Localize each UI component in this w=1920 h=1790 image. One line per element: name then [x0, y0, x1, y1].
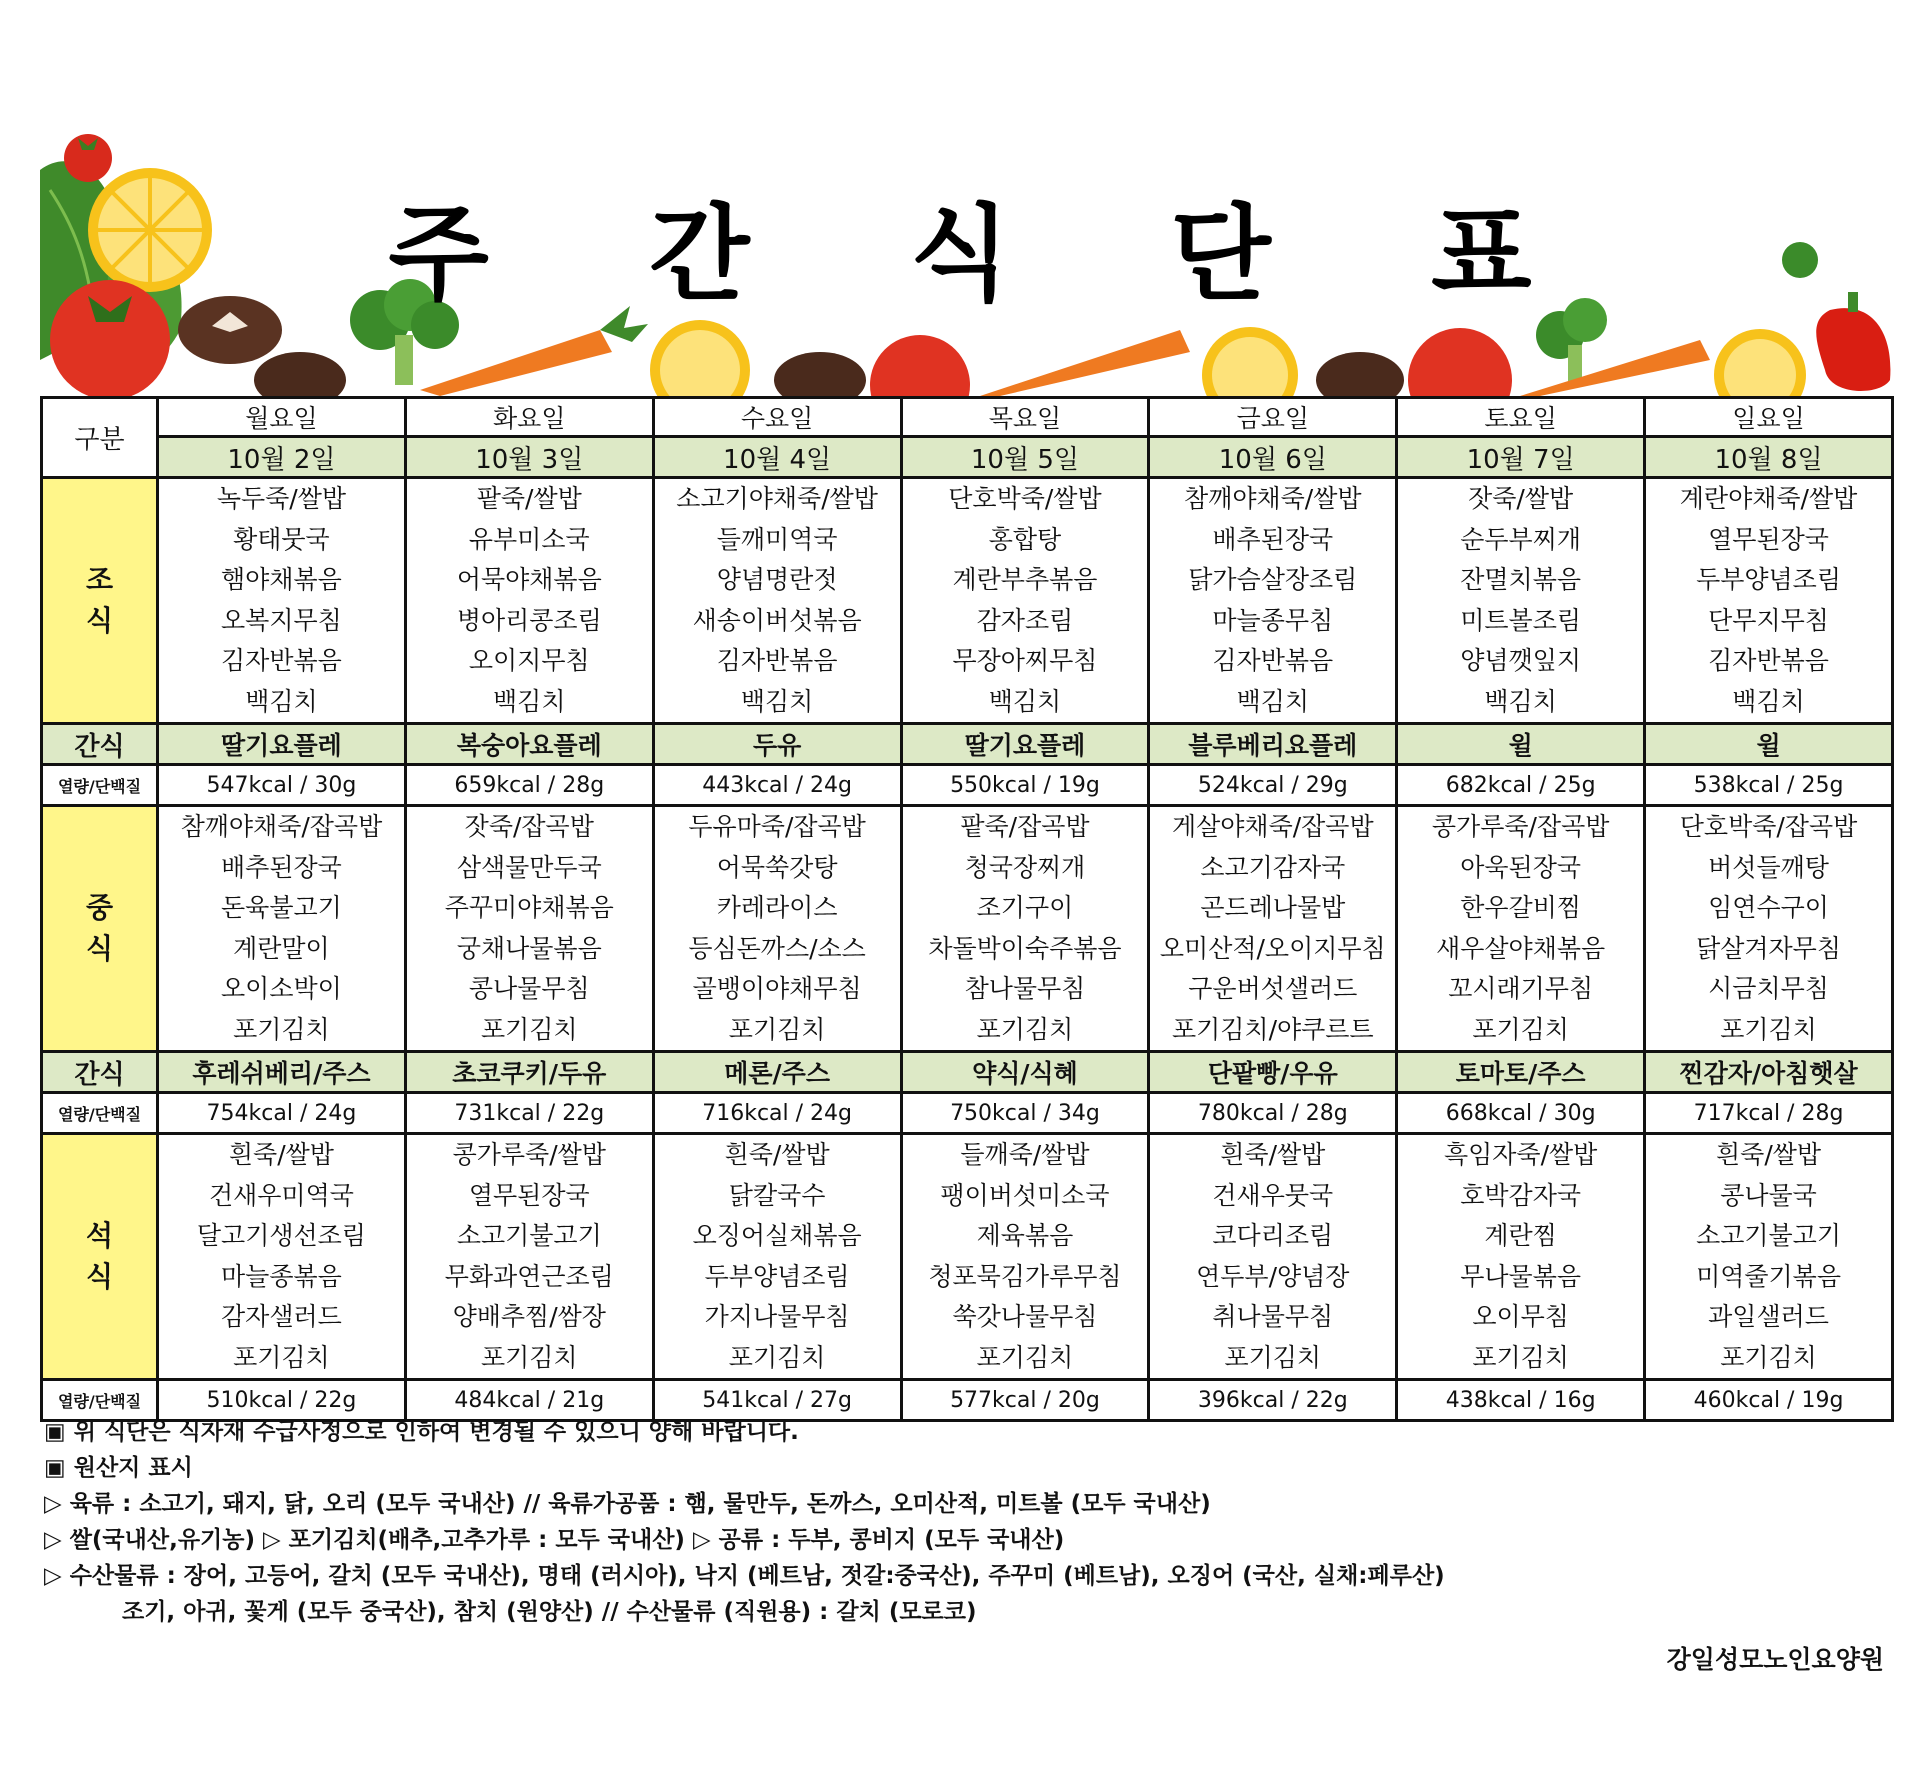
- lunch-menu-cell: [1645, 806, 1893, 1052]
- dish-item: 황태뭇국: [233, 524, 330, 554]
- note-line: ▷ 쌀(국내산,유기농) ▷ 포기김치(배추,고추가루 : 모두 국내산) ▷ 공류 : 두부, 콩비지 (모두 국내산): [44, 1527, 1065, 1553]
- breakfast-menu-cell: [1645, 478, 1893, 724]
- dish-item: 병아리콩조림: [456, 605, 602, 635]
- lunch-label-char: 식: [85, 931, 114, 965]
- breakfast-menu-cell: [1149, 478, 1397, 724]
- mushroom-icon: [774, 352, 866, 396]
- dish-item: 열무된장국: [468, 1180, 590, 1210]
- dish-item: 마늘종무침: [1212, 605, 1334, 635]
- dish-item: 포기김치: [1720, 1014, 1817, 1044]
- dish-item: 무나물볶음: [1460, 1261, 1582, 1291]
- dish-item: 게살야채죽/잡곡밥: [1171, 812, 1374, 841]
- dish-item: 새우살야채볶음: [1436, 933, 1606, 963]
- dish-item: 건새우뭇국: [1212, 1180, 1334, 1210]
- dish-item: 김자반볶음: [716, 646, 838, 675]
- date-row: [42, 437, 1893, 478]
- dinner-nutrition-cell: 577kcal / 20g: [901, 1380, 1149, 1421]
- dish-item: 연두부/양념장: [1196, 1261, 1350, 1291]
- dish-item: 포기김치: [1472, 1342, 1569, 1372]
- notes: [44, 1414, 1445, 1630]
- dish-item: 포기김치: [1472, 1014, 1569, 1044]
- note-line: ▷ 수산물류 : 장어, 고등어, 갈치 (모두 국내산), 명태 (러시아), 낙지 (베트남, 젓갈:중국산), 주꾸미 (베트남), 오징어 (국산, 실채:페루산): [44, 1563, 1445, 1589]
- dish-item: 콩가루죽/쌀밥: [452, 1140, 606, 1169]
- dish-item: 계란찜: [1484, 1221, 1557, 1250]
- breakfast-nutrition-label: 열량/단백질: [42, 765, 158, 806]
- dish-item: 포기김치: [728, 1342, 826, 1372]
- dish-item: 차돌박이숙주볶음: [928, 933, 1122, 963]
- lunch-nutrition-cell: 754kcal / 24g: [158, 1093, 406, 1134]
- breakfast-nutrition-cell: 524kcal / 29g: [1149, 765, 1397, 806]
- dish-item: 잣죽/잡곡밥: [464, 812, 594, 841]
- dish-item: 가지나물무침: [704, 1302, 850, 1331]
- dish-item: 두부양념조림: [1696, 565, 1841, 594]
- dish-item: 양배추찜/쌈장: [452, 1302, 606, 1331]
- lunch-menu-cell: [158, 806, 406, 1052]
- afternoon-snack-cell: 단팥빵/우유: [1149, 1052, 1397, 1093]
- breakfast-nutrition-cell: 538kcal / 25g: [1645, 765, 1893, 806]
- date-header: 10월 3일: [405, 437, 653, 478]
- dish-item: 청국장찌개: [964, 852, 1086, 882]
- dish-item: 코다리조림: [1212, 1221, 1334, 1250]
- breakfast-nutrition-cell: 443kcal / 24g: [653, 765, 901, 806]
- lunch-menu-cell: [1397, 806, 1645, 1052]
- dish-item: 골뱅이야채무침: [692, 974, 862, 1003]
- dish-item: 녹두죽/쌀밥: [216, 484, 347, 513]
- lunch-nutrition-cell: 717kcal / 28g: [1645, 1093, 1893, 1134]
- breakfast-label-char: 식: [85, 603, 114, 637]
- breakfast-label: [42, 478, 158, 724]
- morning-snack-cell: 두유: [653, 724, 901, 765]
- dish-item: 포기김치/야쿠르트: [1171, 1014, 1374, 1044]
- dish-item: 콩나물국: [1720, 1180, 1817, 1210]
- dish-item: 소고기야채죽/쌀밥: [676, 484, 878, 513]
- morning-snack-row: [42, 724, 1893, 765]
- dish-item: 포기김치: [233, 1342, 330, 1372]
- lunch-nutrition-row: [42, 1093, 1893, 1134]
- dish-item: 포기김치: [728, 1014, 826, 1044]
- dish-item: 곤드레나물밥: [1200, 893, 1346, 922]
- dinner-menu-cell: [1397, 1134, 1645, 1380]
- dish-item: 단호박죽/잡곡밥: [1679, 812, 1858, 841]
- dinner-nutrition-cell: 396kcal / 22g: [1149, 1380, 1397, 1421]
- dish-item: 흑임자죽/쌀밥: [1443, 1140, 1598, 1169]
- date-header: 10월 5일: [901, 437, 1149, 478]
- dish-item: 닭칼국수: [728, 1180, 826, 1210]
- dish-item: 쑥갓나물무침: [952, 1302, 1098, 1331]
- afternoon-snack-cell: 찐감자/아침햇살: [1645, 1052, 1893, 1093]
- dish-item: 닭살겨자무침: [1696, 933, 1841, 963]
- dinner-menu-cell: [901, 1134, 1149, 1380]
- dish-item: 계란야채죽/쌀밥: [1679, 484, 1858, 513]
- dish-item: 새송이버섯볶음: [692, 605, 862, 635]
- dish-item: 무장아찌무침: [952, 646, 1098, 675]
- breakfast-label-char: 조: [85, 562, 114, 596]
- dish-item: 카레라이스: [716, 893, 838, 922]
- dish-item: 호박감자국: [1460, 1180, 1582, 1210]
- dish-item: 열무된장국: [1708, 524, 1829, 554]
- dish-item: 오이지무침: [468, 646, 590, 675]
- dish-item: 유부미소국: [468, 524, 590, 554]
- lemon-icon: [1202, 327, 1298, 396]
- facility-name: 강일성모노인요양원: [1666, 1645, 1884, 1674]
- dish-item: 미역줄기볶음: [1696, 1261, 1841, 1291]
- breakfast-nutrition-row: [42, 765, 1893, 806]
- dish-item: 들깨죽/쌀밥: [960, 1140, 1090, 1169]
- gubun-header: 구분: [42, 398, 158, 478]
- dish-item: 어묵야채볶음: [456, 565, 602, 594]
- date-header: 10월 6일: [1149, 437, 1397, 478]
- day-header: 월요일: [158, 398, 406, 437]
- dish-item: 감자샐러드: [221, 1302, 342, 1331]
- note-line: ▣ 위 식단은 식자재 수급사정으로 인하여 변경될 수 있으니 양해 바랍니다.: [44, 1419, 799, 1445]
- dish-item: 등심돈까스/소스: [688, 933, 866, 963]
- dish-item: 배추된장국: [1212, 524, 1334, 554]
- dish-item: 궁채나물볶음: [456, 933, 602, 963]
- breakfast-row: [42, 478, 1893, 724]
- morning-snack-cell: 윌: [1397, 724, 1645, 765]
- afternoon-snack-cell: 후레쉬베리/주스: [158, 1052, 406, 1093]
- dish-item: 취나물무침: [1212, 1302, 1334, 1331]
- afternoon-snack-cell: 초코쿠키/두유: [405, 1052, 653, 1093]
- date-header: 10월 8일: [1645, 437, 1893, 478]
- dish-item: 돈육불고기: [221, 893, 342, 922]
- morning-snack-cell: 블루베리요플레: [1149, 724, 1397, 765]
- dish-item: 계란말이: [233, 933, 330, 963]
- dish-item: 오이무침: [1472, 1302, 1569, 1331]
- dish-item: 두유마죽/잡곡밥: [688, 812, 866, 841]
- dish-item: 계란부추볶음: [952, 565, 1098, 594]
- dish-item: 꼬시래기무침: [1448, 974, 1594, 1003]
- dish-item: 오미산적/오이지무침: [1159, 933, 1386, 963]
- date-header: 10월 2일: [158, 437, 406, 478]
- dish-item: 들깨미역국: [716, 524, 838, 554]
- dinner-label-char: 석: [85, 1218, 114, 1252]
- note-line: ▣ 원산지 표시: [44, 1455, 193, 1481]
- dish-item: 포기김치: [480, 1342, 578, 1372]
- dish-item: 건새우미역국: [208, 1180, 354, 1210]
- afternoon-snack-cell: 토마토/주스: [1397, 1052, 1645, 1093]
- lunch-nutrition-cell: 750kcal / 34g: [901, 1093, 1149, 1134]
- dish-item: 포기김치: [480, 1014, 578, 1044]
- dinner-nutrition-cell: 438kcal / 16g: [1397, 1380, 1645, 1421]
- dish-item: 소고기불고기: [456, 1221, 602, 1250]
- dish-item: 백김치: [1732, 686, 1805, 716]
- dish-item: 조기구이: [976, 893, 1074, 922]
- breakfast-nutrition-cell: 682kcal / 25g: [1397, 765, 1645, 806]
- dish-item: 포기김치: [1720, 1342, 1817, 1372]
- dish-item: 양념깻잎지: [1460, 646, 1582, 675]
- dish-item: 포기김치: [976, 1342, 1074, 1372]
- dinner-nutrition-cell: 484kcal / 21g: [405, 1380, 653, 1421]
- day-header: 일요일: [1645, 398, 1893, 437]
- lunch-label-char: 중: [85, 890, 114, 924]
- dish-item: 시금치무침: [1708, 974, 1829, 1003]
- breakfast-menu-cell: [653, 478, 901, 724]
- dish-item: 잣죽/쌀밥: [1468, 484, 1574, 513]
- dish-item: 백김치: [1236, 686, 1310, 716]
- dish-item: 달고기생선조림: [196, 1221, 366, 1250]
- dish-item: 감자조림: [976, 605, 1074, 635]
- dish-item: 임연수구이: [1708, 893, 1829, 922]
- dish-item: 순두부찌개: [1460, 524, 1582, 554]
- dish-item: 삼색물만두국: [456, 852, 602, 882]
- dish-item: 단호박죽/쌀밥: [948, 484, 1102, 513]
- note-line: ▷ 육류 : 소고기, 돼지, 닭, 오리 (모두 국내산) // 육류가공품 : 햄, 물만두, 돈까스, 오미산적, 미트볼 (모두 국내산): [44, 1491, 1211, 1517]
- dish-item: 구운버섯샐러드: [1188, 974, 1358, 1003]
- dish-item: 참깨야채죽/쌀밥: [1184, 484, 1362, 513]
- breakfast-menu-cell: [901, 478, 1149, 724]
- dish-item: 김자반볶음: [221, 646, 342, 675]
- dinner-menu-cell: [1149, 1134, 1397, 1380]
- dish-item: 백김치: [1484, 686, 1557, 716]
- dish-item: 햄야채볶음: [221, 565, 342, 594]
- dish-item: 포기김치: [233, 1014, 330, 1044]
- dish-item: 닭가슴살장조림: [1188, 565, 1358, 594]
- dish-item: 제육볶음: [976, 1221, 1074, 1250]
- dish-item: 무화과연근조림: [444, 1261, 614, 1291]
- dish-item: 소고기감자국: [1200, 852, 1346, 882]
- dish-item: 배추된장국: [221, 852, 342, 882]
- dish-item: 백김치: [988, 686, 1062, 716]
- afternoon-snack-cell: 메론/주스: [653, 1052, 901, 1093]
- dish-item: 포기김치: [1224, 1342, 1322, 1372]
- day-row: [42, 398, 1893, 437]
- note-line: 조기, 아귀, 꽃게 (모두 중국산), 참치 (원양산) // 수산물류 (직원용) : 갈치 (모로코): [122, 1599, 977, 1625]
- morning-snack-cell: 윌: [1645, 724, 1893, 765]
- tomato-icon: [870, 335, 970, 396]
- dish-item: 흰죽/쌀밥: [228, 1140, 334, 1169]
- breakfast-nutrition-cell: 547kcal / 30g: [158, 765, 406, 806]
- lunch-nutrition-cell: 716kcal / 24g: [653, 1093, 901, 1134]
- dinner-nutrition-cell: 510kcal / 22g: [158, 1380, 406, 1421]
- dish-item: 백김치: [740, 686, 814, 716]
- afternoon-snack-cell: 약식/식혜: [901, 1052, 1149, 1093]
- dish-item: 오이소박이: [221, 974, 342, 1003]
- lunch-label: [42, 806, 158, 1052]
- lunch-menu-cell: [1149, 806, 1397, 1052]
- date-header: 10월 7일: [1397, 437, 1645, 478]
- lunch-nutrition-label: 열량/단백질: [42, 1093, 158, 1134]
- dish-item: 흰죽/쌀밥: [724, 1140, 830, 1169]
- dish-item: 콩나물무침: [468, 974, 590, 1003]
- dish-item: 백김치: [245, 686, 318, 716]
- dish-item: 버섯들깨탕: [1708, 852, 1829, 882]
- dish-item: 소고기불고기: [1696, 1221, 1841, 1250]
- dish-item: 아욱된장국: [1460, 852, 1582, 882]
- dish-item: 김자반볶음: [1708, 646, 1829, 675]
- dish-item: 흰죽/쌀밥: [1716, 1140, 1822, 1169]
- breakfast-menu-cell: [158, 478, 406, 724]
- dinner-row: [42, 1134, 1893, 1380]
- breakfast-menu-cell: [1397, 478, 1645, 724]
- dinner-nutrition-cell: 541kcal / 27g: [653, 1380, 901, 1421]
- morning-snack-cell: 딸기요플레: [901, 724, 1149, 765]
- afternoon-snack-label: 간식: [42, 1052, 158, 1093]
- morning-snack-cell: 복숭아요플레: [405, 724, 653, 765]
- breakfast-menu-cell: [405, 478, 653, 724]
- dish-item: 팥죽/쌀밥: [476, 484, 582, 513]
- dish-item: 어묵쑥갓탕: [716, 852, 838, 882]
- dish-item: 팽이버섯미소국: [940, 1180, 1110, 1210]
- dish-item: 포기김치: [976, 1014, 1074, 1044]
- afternoon-snack-row: [42, 1052, 1893, 1093]
- dinner-nutrition-label: 열량/단백질: [42, 1380, 158, 1421]
- dish-item: 홍합탕: [988, 524, 1062, 554]
- dish-item: 한우갈비찜: [1460, 893, 1582, 922]
- dish-item: 잔멸치볶음: [1460, 565, 1582, 594]
- dinner-menu-cell: [405, 1134, 653, 1380]
- day-header: 목요일: [901, 398, 1149, 437]
- dish-item: 청포묵김가루무침: [928, 1261, 1122, 1291]
- day-header: 토요일: [1397, 398, 1645, 437]
- page-title: 주 간 식 단 표: [388, 193, 1594, 315]
- dish-item: 참나물무침: [964, 974, 1086, 1003]
- dish-item: 미트볼조림: [1460, 605, 1582, 635]
- dish-item: 두부양념조림: [704, 1261, 850, 1291]
- lunch-row: [42, 806, 1893, 1052]
- dinner-label-char: 식: [85, 1259, 114, 1293]
- day-header: 화요일: [405, 398, 653, 437]
- lunch-nutrition-cell: 731kcal / 22g: [405, 1093, 653, 1134]
- day-header: 수요일: [653, 398, 901, 437]
- lunch-menu-cell: [901, 806, 1149, 1052]
- lemon-icon: [650, 320, 750, 396]
- dish-item: 오복지무침: [221, 605, 342, 635]
- weekly-menu-table: [40, 396, 1894, 1422]
- dish-item: 백김치: [493, 686, 566, 716]
- dish-item: 김자반볶음: [1212, 646, 1334, 675]
- lunch-menu-cell: [405, 806, 653, 1052]
- lunch-menu-cell: [653, 806, 901, 1052]
- dish-item: 오징어실채볶음: [692, 1221, 862, 1250]
- dish-item: 팥죽/잡곡밥: [960, 812, 1090, 841]
- lemon-icon: [1714, 329, 1806, 396]
- breakfast-nutrition-cell: 550kcal / 19g: [901, 765, 1149, 806]
- dish-item: 참깨야채죽/잡곡밥: [180, 812, 383, 841]
- dish-item: 과일샐러드: [1708, 1302, 1829, 1331]
- dish-item: 양념명란젓: [716, 565, 838, 594]
- dish-item: 주꾸미야채볶음: [444, 893, 614, 922]
- dinner-menu-cell: [653, 1134, 901, 1380]
- mushroom-icon: [1316, 352, 1404, 396]
- dish-item: 단무지무침: [1708, 605, 1829, 635]
- lunch-nutrition-cell: 780kcal / 28g: [1149, 1093, 1397, 1134]
- dinner-menu-cell: [1645, 1134, 1893, 1380]
- day-header: 금요일: [1149, 398, 1397, 437]
- dish-item: 마늘종볶음: [221, 1261, 342, 1291]
- morning-snack-cell: 딸기요플레: [158, 724, 406, 765]
- lunch-nutrition-cell: 668kcal / 30g: [1397, 1093, 1645, 1134]
- carrot-icon: [980, 330, 1190, 396]
- dish-item: 콩가루죽/잡곡밥: [1431, 812, 1610, 841]
- morning-snack-label: 간식: [42, 724, 158, 765]
- dinner-label: [42, 1134, 158, 1380]
- tomato-icon: [1408, 328, 1512, 396]
- dinner-nutrition-cell: 460kcal / 19g: [1645, 1380, 1893, 1421]
- dish-item: 흰죽/쌀밥: [1220, 1140, 1326, 1169]
- date-header: 10월 4일: [653, 437, 901, 478]
- breakfast-nutrition-cell: 659kcal / 28g: [405, 765, 653, 806]
- dinner-menu-cell: [158, 1134, 406, 1380]
